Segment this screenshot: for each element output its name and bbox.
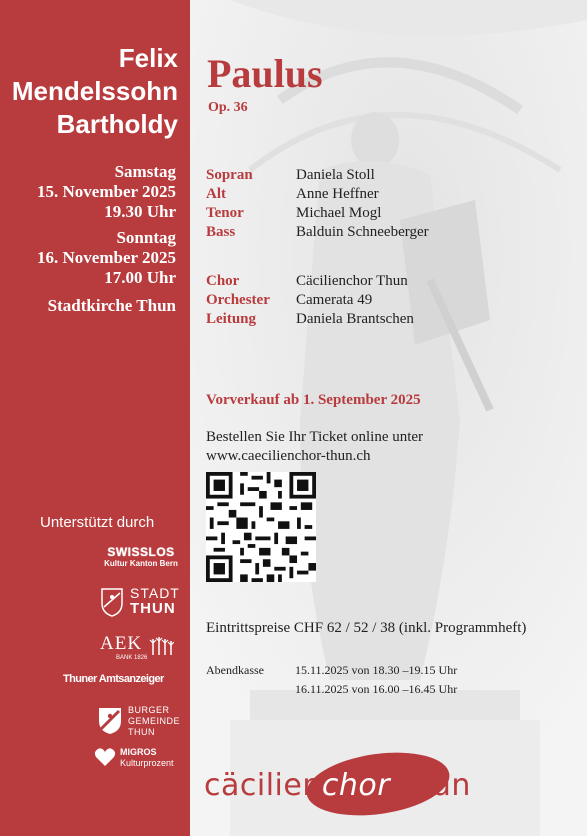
order-info (206, 428, 423, 466)
concert2-time: 17.00 Uhr (104, 268, 176, 287)
presale-notice: Vorverkauf ab 1. September 2025 (206, 392, 421, 408)
box-office-label: Abendkasse (206, 663, 264, 677)
ensembles-list (206, 272, 414, 329)
list-item: Bass Balduin Schneeberger (206, 224, 429, 240)
concert1-date: 15. November 2025 (37, 182, 176, 201)
composer-name (12, 42, 178, 141)
statue-background (190, 0, 587, 836)
list-item: Alt Anne Heffner (206, 186, 379, 202)
sidebar: Felix Mendelssohn Bartholdy Samstag 15. November 2025 19.30 Uhr Sonntag 16. November 2025 17.00 Uhr Stadtkirche Thun Unterstützt durch SWISSLOS Kultur Kanton Bern STADT THUN AEK BANK 1826 Thuner Amtsanzeiger BURGER GEMEINDE THUN MIGROS Kulturprozent (0, 0, 190, 836)
concert1-day: Samstag (114, 162, 176, 181)
opus-number: Op. 36 (208, 100, 248, 115)
thun-shield-icon (100, 587, 124, 617)
supported-by-label: Unterstützt durch (40, 514, 155, 531)
concert2-day: Sonntag (116, 228, 176, 247)
composer-last: Bartholdy (56, 109, 178, 139)
list-item: Leitung Daniela Brantschen (206, 311, 414, 327)
box-office (206, 661, 457, 699)
ticket-url-link[interactable]: www.caecilienchor-thun.ch (206, 448, 371, 464)
swisslos-logo: SWISSLOS Kultur Kanton Bern (104, 545, 178, 568)
list-item: Orchester Camerata 49 (206, 292, 373, 308)
main-panel (190, 0, 587, 836)
list-item: Chor Cäcilienchor Thun (206, 273, 408, 289)
composer-first: Felix (118, 43, 178, 73)
choir-logo: cäcilienchor thun (204, 768, 471, 803)
box-office-time: 16.11.2025 von 16.00 –16.45 Uhr (295, 682, 458, 696)
composer-middle: Mendelssohn (11, 76, 178, 106)
concert-dates (37, 162, 176, 316)
list-item: Sopran Daniela Stoll (206, 167, 375, 183)
box-office-time: 15.11.2025 von 18.30 –19.15 Uhr (295, 663, 458, 677)
concert1-time: 19.30 Uhr (104, 202, 176, 221)
work-title: Paulus (207, 51, 323, 96)
burger-shield-icon (98, 707, 122, 735)
list-item: Tenor Michael Mogl (206, 205, 382, 221)
ticket-prices: Eintrittspreise CHF 62 / 52 / 38 (inkl. Programmheft) (206, 620, 527, 636)
aek-logo: AEK BANK 1826 (100, 633, 142, 655)
concert2-date: 16. November 2025 (37, 248, 176, 267)
amtsanzeiger-logo: Thuner Amtsanzeiger (63, 673, 164, 685)
qr-code-icon[interactable] (206, 472, 316, 582)
wheat-icon (148, 635, 174, 655)
venue: Stadtkirche Thun (47, 296, 176, 315)
order-text: Bestellen Sie Ihr Ticket online unter (206, 429, 424, 445)
soloists-list (206, 166, 429, 242)
heart-icon (94, 747, 116, 767)
